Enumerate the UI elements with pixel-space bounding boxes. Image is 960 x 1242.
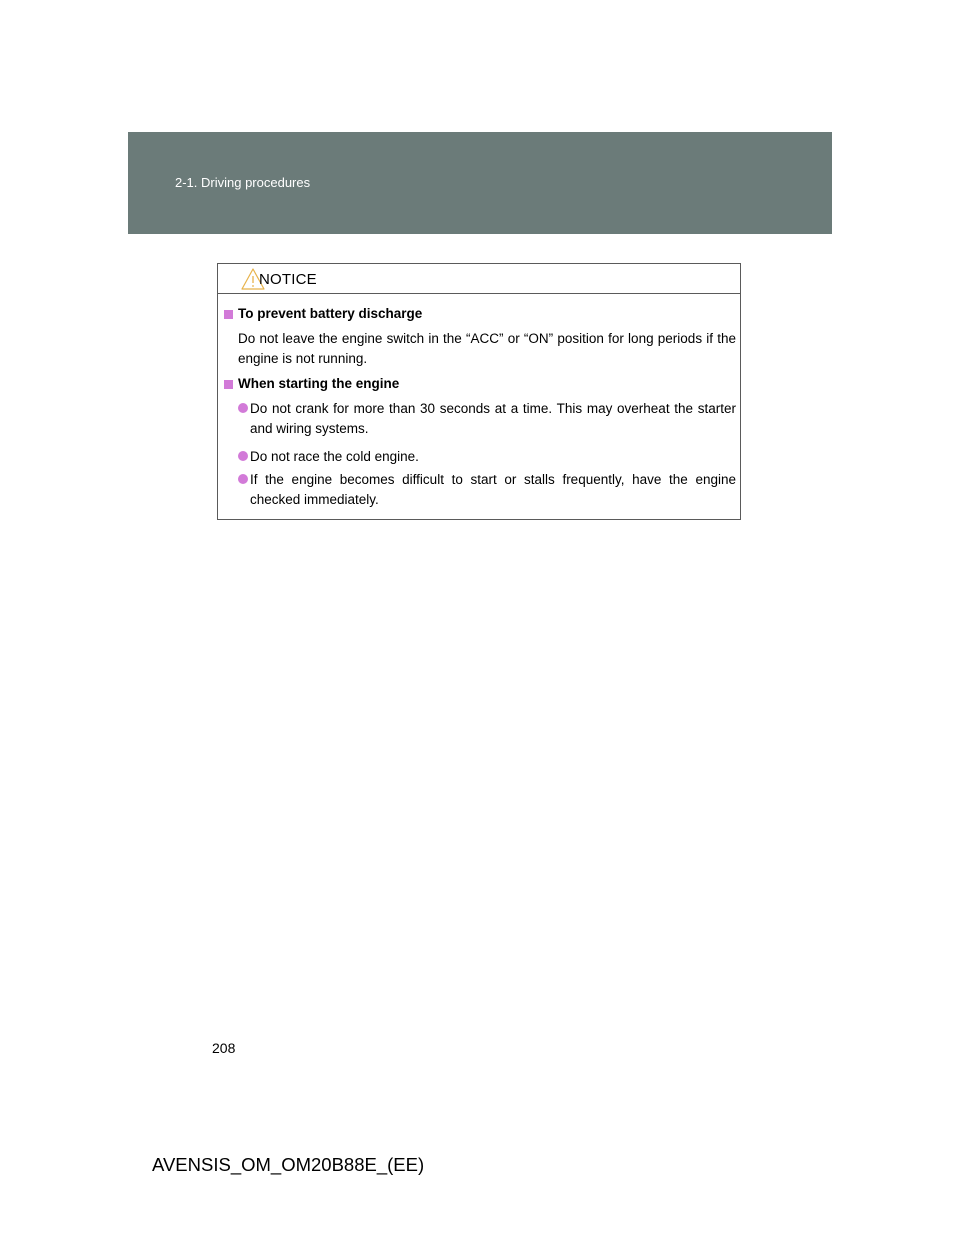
list-item-text: If the engine becomes difficult to start or stalls frequently, have the engine checked immediately. — [250, 472, 736, 507]
notice-title: NOTICE — [259, 271, 317, 288]
section-title: 2-1. Driving procedures — [175, 175, 311, 190]
heading-text: When starting the engine — [238, 376, 400, 391]
section-header-band — [128, 132, 832, 234]
square-bullet-icon — [224, 310, 233, 319]
square-bullet-icon — [224, 380, 233, 389]
round-bullet-icon — [238, 474, 248, 484]
heading-text: To prevent battery discharge — [238, 306, 423, 321]
notice-header — [218, 264, 740, 294]
round-bullet-icon — [238, 451, 248, 461]
round-bullet-icon — [238, 403, 248, 413]
document-code: AVENSIS_OM_OM20B88E_(EE) — [152, 1154, 425, 1175]
notice-paragraph-battery: Do not leave the engine switch in the “ACC” or “ON” position for long periods if the engine is not running. — [238, 331, 736, 366]
list-item-text: Do not race the cold engine. — [250, 449, 419, 464]
notice-box — [217, 263, 741, 520]
list-item-text: Do not crank for more than 30 seconds at a time. This may overheat the starter and wiring systems. — [250, 401, 736, 436]
page-number: 208 — [212, 1040, 236, 1056]
